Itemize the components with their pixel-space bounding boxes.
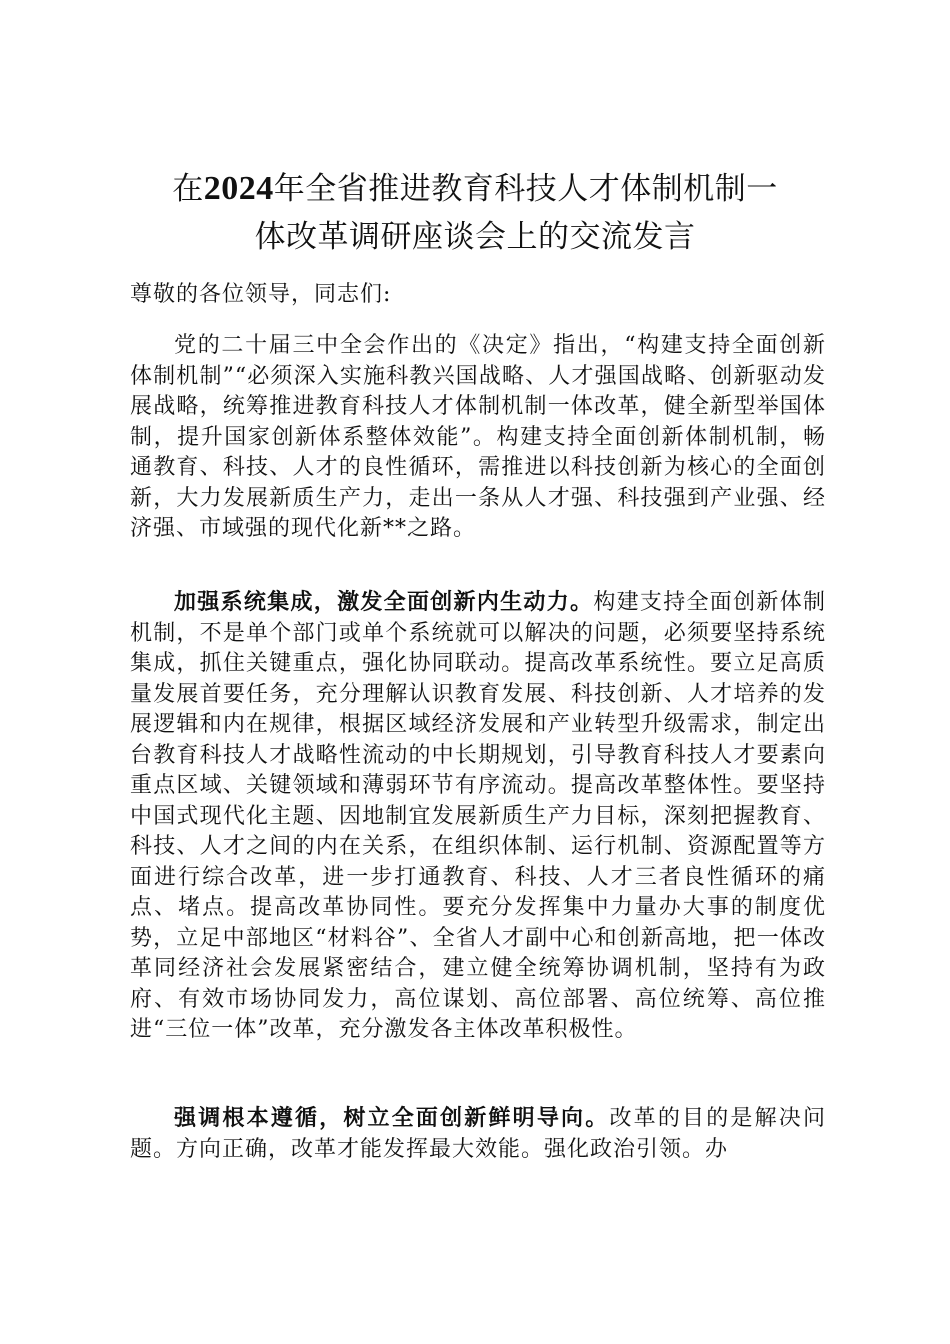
paragraph-text: 构建支持全面创新体制机制，不是单个部门或单个系统就可以解决的问题，必须要坚持系统集成，抓住关键重点，强化协同联动。提高改革系统性。要立足高质量发展首要任务，充分理解认识教育发展、科技创新、人才培养的发展逻辑和内在规律，根据区域经济发展和产业转型升级需求，制定出台教育科技人才战略性流动的中长期规划，引导教育科技人才要素向重点区域、关键领域和薄弱环节有序流动。提高改革整体性。要坚持中国式现代化主题、因地制宜发展新质生产力目标，深刻把握教育、科技、人才之间的内在关系，在组织体制、运行机制、资源配置等方面进行综合改革，进一步打通教育、科技、人才三者良性循环的痛点、堵点。提高改革协同性。要充分发挥集中力量办大事的制度优势，立足中部地区“材料谷”、全省人才副中心和创新高地，把一体改革同经济社会发展紧密结合，建立健全统筹协调机制，坚持有为政府、有效市场协同发力，高位谋划、高位部署、高位统筹、高位推进“三位一体”改革，充分激发各主体改革积极性。 <box>130 590 826 1042</box>
paragraph-text: 党的二十届三中全会作出的《决定》指出，“构建支持全面创新体制机制”“必须深入实施科教兴国战略、人才强国战略、创新驱动发展战略，统筹推进教育科技人才体制机制一体改革，健全新型举国体制，提升国家创新体系整体效能”。构建支持全面创新体制机制，畅通教育、科技、人才的良性循环，需推进以科技创新为核心的全面创新，大力发展新质生产力，走出一条从人才强、科技强到产业强、经济强、市域强的现代化新**之路。 <box>130 333 826 541</box>
salutation: 尊敬的各位领导，同志们: <box>130 282 392 307</box>
title-line1-rest: 年全省推进教育科技人才体制机制一 <box>273 171 778 207</box>
paragraph-system-integration <box>130 587 826 1046</box>
title-prefix: 在 <box>172 171 204 207</box>
paragraph-lead: 强调根本遵循，树立全面创新鲜明导向。 <box>174 1105 610 1131</box>
title-year: 2024 <box>203 170 274 207</box>
paragraph-text: 改革的目的是解决问题。方向正确，改革才能发挥最大效能。强化政治引领。办 <box>130 1106 826 1162</box>
paragraph-lead: 加强系统集成，激发全面创新内生动力。 <box>174 589 594 615</box>
paragraph-intro <box>130 330 826 545</box>
paragraph-fundamental-principle <box>130 1103 826 1165</box>
document-title <box>120 165 830 261</box>
title-line2: 体改革调研座谈会上的交流发言 <box>254 219 696 255</box>
